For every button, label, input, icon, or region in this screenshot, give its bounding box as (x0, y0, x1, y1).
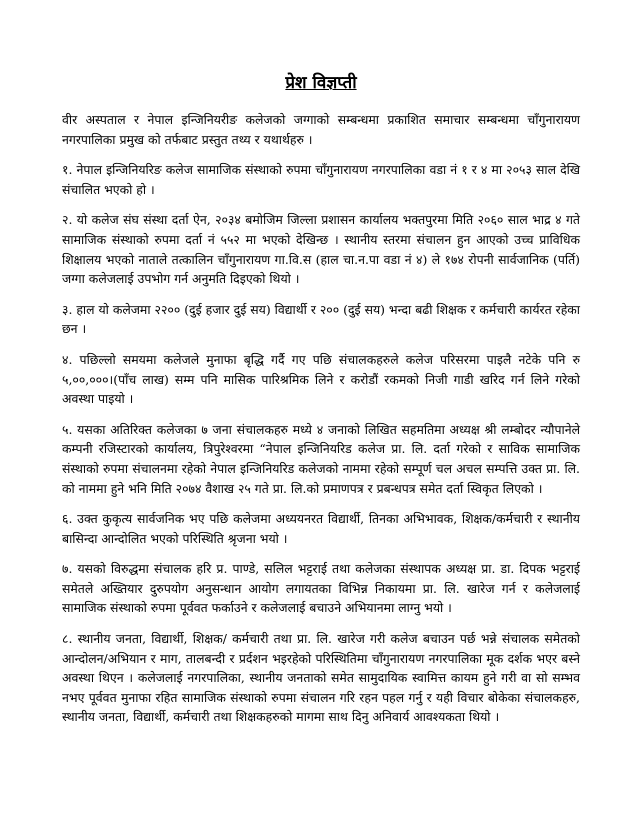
paragraph-5: ५. यसका अतिरिक्त कलेजका ७ जना संचालकहरु मध्ये ४ जनाको लिखित सहमतिमा अध्यक्ष श्री लम्बोदर न्यौपानेले कम्पनी रजिस्टारको कार्यालय, त्रिपुरेश्वरमा “नेपाल इन्जिनियरिड कलेज प्रा. लि. दर्ता गरेको र साविक सामाजिक संस्थाको रुपमा संचालनमा रहेको नेपाल इन्जिनियरिड कलेजको नाममा रहेको सम्पूर्ण चल अचल सम्पत्ति उक्त प्रा. लि. को नाममा हुने भनि मिति २०७४ वैशाख २५ गते प्रा. लि.को प्रमाणपत्र र प्रबन्धपत्र समेत दर्ता स्विकृत लिएको । (62, 421, 580, 496)
document-title: प्रेश विज्ञप्ती (285, 73, 357, 93)
paragraph-4: ४. पछिल्लो समयमा कलेजले मुनाफा बृद्धि गर्दै गए पछि संचालकहरुले कलेज परिसरमा पाइलै नटेके पनि रु ५,००,०००।(पाँच लाख) सम्म पनि मासिक पारिश्रमिक लिने र करोडौं रकमको निजी गाडी खरिद गर्न लिने गरेको अवस्था पाइयो । (62, 351, 580, 407)
paragraph-6: ६. उक्त कुकृत्य सार्वजनिक भए पछि कलेजमा अध्ययनरत विद्यार्थी, तिनका अभिभावक, शिक्षक/कर्मचारी र स्थानीय बासिन्दा आन्दोलित भएको परिस्थिति श्रृजना भयो । (62, 511, 580, 546)
intro-paragraph: वीर अस्पताल र नेपाल इन्जिनियरीङ कलेजको जग्गाको सम्बन्धमा प्रकाशित समाचार सम्बन्धमा चाँगुनारायण नगरपालिका प्रमुख को तर्फबाट प्रस्तुत तथ्य र यथार्थहरु । (62, 112, 580, 147)
paragraph-2: २. यो कलेज संघ संस्था दर्ता ऐन, २०३४ बमोजिम जिल्ला प्रशासन कार्यालय भक्तपुरमा मिति २०६० साल भाद्र ४ गते सामाजिक संस्थाको रुपमा दर्ता नं ५५२ मा भएको देखिन्छ । स्थानीय स्तरमा संचालन हुन आएको उच्च प्राविधिक शिक्षालय भएको नाताले तत्कालिन चाँगुनारायण गा.वि.स (हाल चा.न.पा वडा नं ४) ले १७४ रोपनी सार्वजानिक (पर्ति) जग्गा कलेजलाई उपभोग गर्न अनुमति दिइएको थियो । (62, 212, 580, 287)
paragraph-1: १. नेपाल इन्जिनियरिङ कलेज सामाजिक संस्थाको रुपमा चाँगुनारायण नगरपालिका वडा नं १ र ४ मा २०५३ साल देखि संचालित भएको हो । (62, 162, 580, 197)
paragraph-3: ३. हाल यो कलेजमा २२०० (दुई हजार दुई सय) विद्यार्थी र २०० (दुई सय) भन्दा बढी शिक्षक र कर्मचारी कार्यरत रहेका छन । (62, 301, 580, 337)
paragraph-7: ७. यसको विरुद्धमा संचालक हरि प्र. पाण्डे, सलिल भट्टराई तथा कलेजका संस्थापक अध्यक्ष प्रा. डा. दिपक भट्टराई समेतले अख्तियार दुरुपयोग अनुसन्धान आयोग लगायतका विभिन्न निकायमा प्रा. लि. खारेज गर्न र कलेजलाई सामाजिक संस्थाको रुपमा पूर्ववत फर्काउने र कलेजलाई बचाउने अभियानमा लाग्नु भयो । (62, 561, 580, 616)
paragraph-8: ८. स्थानीय जनता, विद्यार्थी, शिक्षक/ कर्मचारी तथा प्रा. लि. खारेज गरी कलेज बचाउन पर्छ भन्ने संचालक समेतको आन्दोलन/अभियान र माग, तालबन्दी र प्रर्दशन भइरहेको परिस्थितिमा चाँगुनारायण नगरपालिका मूक दर्शक भएर बस्ने अवस्था थिएन । कलेजलाई नगरपालिका, स्थानीय जनताको समेत सामुदायिक स्वामित्त कायम हुने गरी वा सो सम्भव नभए पूर्ववत मुनाफा रहित सामाजिक संस्थाको रुपमा संचालन गरि रहन पहल गर्नु र यही विचार बोकेका संचालकहरु, स्थानीय जनता, विद्यार्थी, कर्मचारी तथा शिक्षकहरुको मागमा साथ दिनु अनिवार्य आवश्यकता थियो । (62, 631, 580, 725)
